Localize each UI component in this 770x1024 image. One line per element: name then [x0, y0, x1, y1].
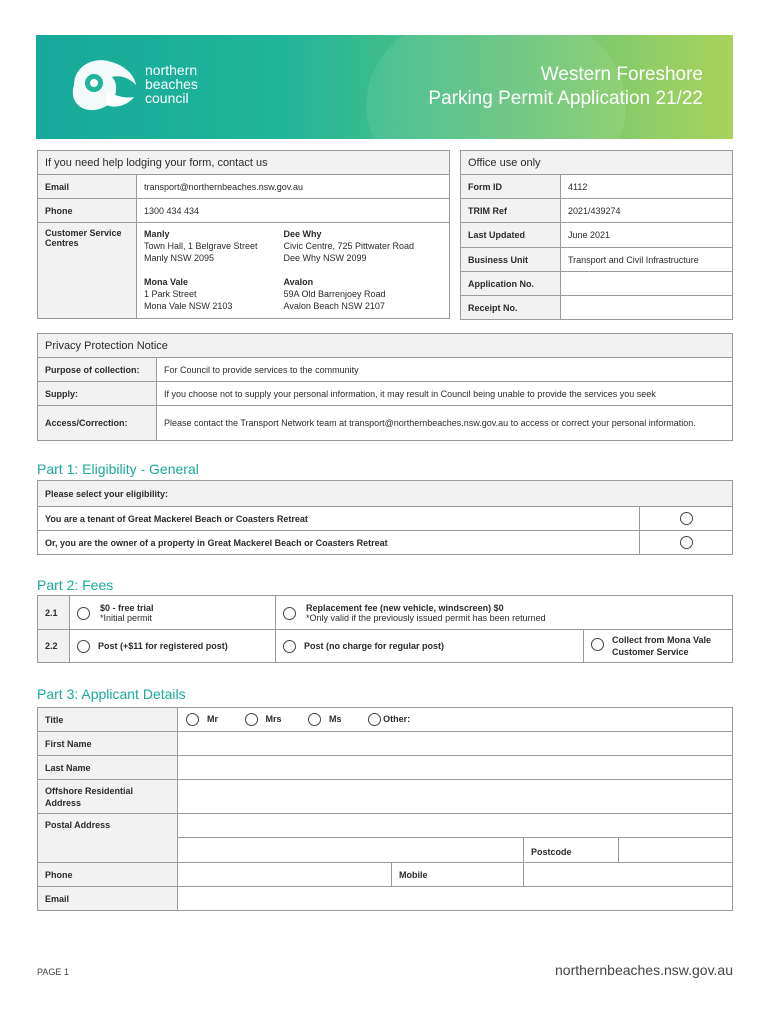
eligibility-option-owner: Or, you are the owner of a property in Great Mackerel Beach or Coasters Retreat: [38, 531, 640, 555]
fee-option-free-trial: $0 - free trial *Initial permit: [70, 596, 276, 630]
fee-option-replacement: Replacement fee (new vehicle, windscreen) $0 *Only valid if the previously issued permit has been returned: [276, 596, 733, 630]
fee-row-number: 2.1: [38, 596, 70, 630]
email-label: Email: [38, 175, 137, 199]
title-ms-radio[interactable]: [308, 713, 321, 726]
council-logo-icon: [66, 55, 140, 117]
postal-address-line2-field[interactable]: [178, 838, 524, 863]
registered-post-radio[interactable]: [77, 640, 90, 653]
office-label-business-unit: Business Unit: [461, 248, 561, 272]
privacy-table: [37, 333, 733, 441]
office-label-trim-ref: TRIM Ref: [461, 199, 561, 223]
title-label: Title: [38, 708, 178, 732]
first-name-field[interactable]: [178, 732, 733, 756]
eligibility-tenant-cell: [640, 507, 733, 531]
phone-value: 1300 434 434: [137, 199, 450, 223]
postal-address-field[interactable]: [178, 814, 733, 838]
centres-col-left: Manly Town Hall, 1 Belgrave Street Manly NSW 2095 Mona Vale 1 Park Street Mona Vale NSW 2103: [137, 223, 277, 319]
office-heading: Office use only: [461, 151, 733, 175]
last-name-field[interactable]: [178, 756, 733, 780]
eligibility-prompt: Please select your eligibility:: [38, 481, 733, 507]
office-value-application-no[interactable]: [561, 272, 733, 296]
eligibility-owner-cell: [640, 531, 733, 555]
part2-title: Part 2: Fees: [37, 577, 114, 593]
offshore-address-label: Offshore Residential Address: [38, 780, 178, 814]
free-trial-radio[interactable]: [77, 607, 90, 620]
office-value-receipt-no[interactable]: [561, 296, 733, 320]
phone-label: Phone: [38, 863, 178, 887]
first-name-label: First Name: [38, 732, 178, 756]
offshore-address-field[interactable]: [178, 780, 733, 814]
fees-table: [37, 595, 733, 663]
privacy-label-supply: Supply:: [38, 382, 157, 406]
tenant-radio[interactable]: [680, 512, 693, 525]
eligibility-table: [37, 480, 733, 555]
email-field-label: Email: [38, 887, 178, 911]
eligibility-option-tenant: You are a tenant of Great Mackerel Beach or Coasters Retreat: [38, 507, 640, 531]
fee-row-number: 2.2: [38, 630, 70, 663]
delivery-option-registered-post: Post (+$11 for registered post): [70, 630, 276, 663]
title-options: Mr Mrs Ms Other:: [178, 708, 733, 732]
office-label-receipt-no: Receipt No.: [461, 296, 561, 320]
office-value-business-unit: Transport and Civil Infrastructure: [561, 248, 733, 272]
mobile-field[interactable]: [524, 863, 733, 887]
page-number: PAGE 1: [37, 967, 69, 977]
title-mrs-radio[interactable]: [245, 713, 258, 726]
logo-wordmark: northern beaches council: [145, 62, 198, 106]
delivery-option-collect: Collect from Mona Vale Customer Service: [584, 630, 733, 663]
last-name-label: Last Name: [38, 756, 178, 780]
privacy-value-access: Please contact the Transport Network team at transport@northernbeaches.nsw.gov.au to access or correct your personal information.: [157, 406, 733, 441]
applicant-details-table: [37, 707, 733, 911]
email-value[interactable]: transport@northernbeaches.nsw.gov.au: [137, 175, 450, 199]
email-field[interactable]: [178, 887, 733, 911]
privacy-heading: Privacy Protection Notice: [38, 334, 733, 358]
office-label-application-no: Application No.: [461, 272, 561, 296]
part3-title: Part 3: Applicant Details: [37, 686, 186, 702]
phone-field[interactable]: [178, 863, 392, 887]
owner-radio[interactable]: [680, 536, 693, 549]
postcode-label: Postcode: [524, 838, 619, 863]
page-title: Western Foreshore Parking Permit Application 21/22: [428, 64, 703, 109]
office-value-form-id: 4112: [561, 175, 733, 199]
part1-title: Part 1: Eligibility - General: [37, 461, 199, 477]
footer-url-link[interactable]: northernbeaches.nsw.gov.au: [555, 962, 733, 978]
postal-address-label: Postal Address: [38, 814, 178, 863]
title-mr-radio[interactable]: [186, 713, 199, 726]
privacy-label-access: Access/Correction:: [38, 406, 157, 441]
centres-label: Customer Service Centres: [38, 223, 137, 319]
regular-post-radio[interactable]: [283, 640, 296, 653]
privacy-label-purpose: Purpose of collection:: [38, 358, 157, 382]
office-label-last-updated: Last Updated: [461, 223, 561, 248]
centres-col-right: Dee Why Civic Centre, 725 Pittwater Road Dee Why NSW 2099 Avalon 59A Old Barrenjoey Road Avalon Beach NSW 2107: [277, 223, 450, 319]
header-banner: [36, 35, 733, 139]
replacement-radio[interactable]: [283, 607, 296, 620]
contact-table: [37, 150, 450, 319]
mobile-label: Mobile: [392, 863, 524, 887]
privacy-value-purpose: For Council to provide services to the community: [157, 358, 733, 382]
office-value-last-updated: June 2021: [561, 223, 733, 248]
office-value-trim-ref: 2021/439274: [561, 199, 733, 223]
postcode-field[interactable]: [619, 838, 733, 863]
title-other-radio[interactable]: [368, 713, 381, 726]
office-use-table: [460, 150, 733, 320]
contact-heading: If you need help lodging your form, contact us: [38, 151, 450, 175]
privacy-value-supply: If you choose not to supply your personal information, it may result in Council being unable to provide the services you seek: [157, 382, 733, 406]
delivery-option-regular-post: Post (no charge for regular post): [276, 630, 584, 663]
office-label-form-id: Form ID: [461, 175, 561, 199]
phone-label: Phone: [38, 199, 137, 223]
collect-radio[interactable]: [591, 638, 604, 651]
